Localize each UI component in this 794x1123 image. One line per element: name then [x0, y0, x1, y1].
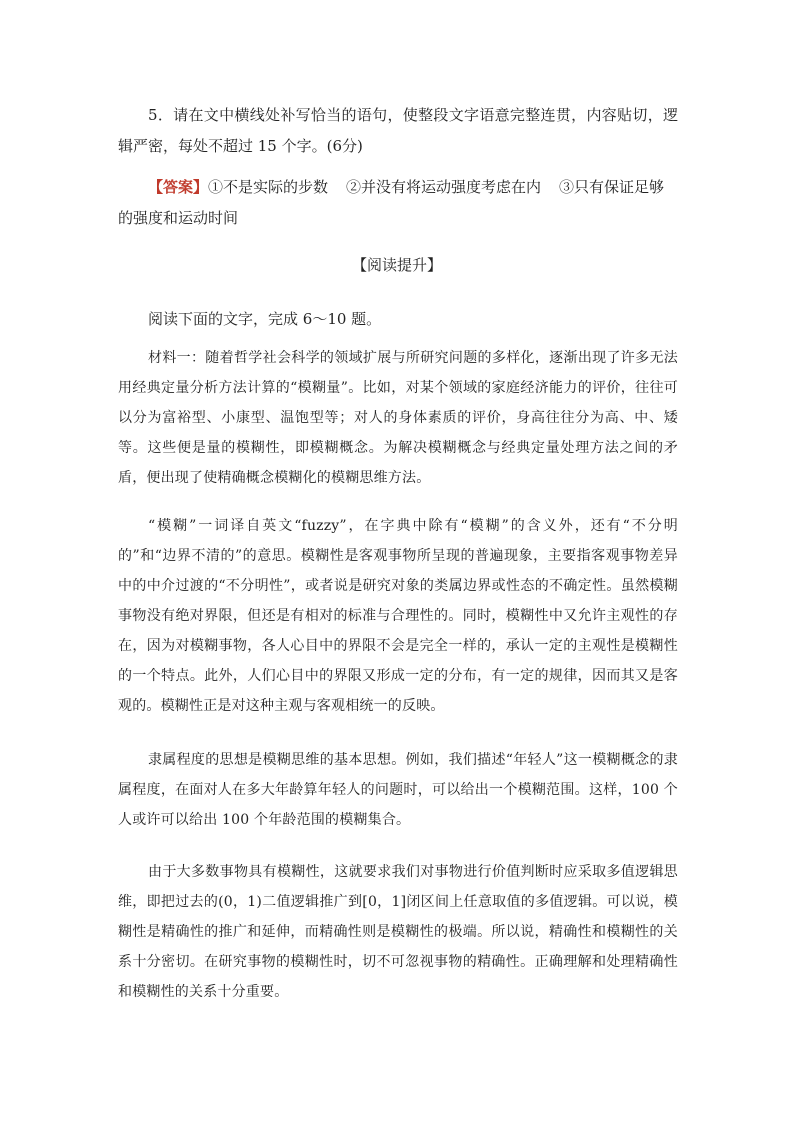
question-5 — [118, 100, 678, 162]
question-number: 5． — [148, 106, 174, 124]
question-text: 请在文中横线处补写恰当的语句，使整段文字语意完整连贯，内容贴切，逻辑严密，每处不超过 15 个字。(6分) — [118, 106, 678, 155]
answer-item-3: ③只有保证足够的强度和运动时间 — [118, 178, 665, 227]
paragraph-3: 隶属程度的思想是模糊思维的基本思想。例如，我们描述“年轻人”这一模糊概念的隶属程度，在面对人在多大年龄算年轻人的问题时，可以给出一个模糊范围。这样，100 个人或许可以给出 100 个年龄范围的模糊集合。 — [118, 752, 678, 828]
section-title: 【阅读提升】 — [351, 256, 442, 274]
reading-instructions: 阅读下面的文字，完成 6～10 题。 — [148, 310, 382, 328]
answer-item-1: ①不是实际的步数 — [208, 178, 329, 196]
answer — [118, 172, 678, 234]
paragraph-1: 材料一：随着哲学社会科学的领域扩展与所研究问题的多样化，逐渐出现了许多无法用经典定量分析方法计算的“模糊量”。比如，对某个领域的家庭经济能力的评价，往往可以分为富裕型、小康型、温饱型等；对人的身体素质的评价，身高往往分为高、中、矮等。这些便是量的模糊性，即模糊概念。为解决模糊概念与经典定量处理方法之间的矛盾，便出现了使精确概念模糊化的模糊思维方法。 — [118, 350, 678, 486]
paragraph-2: “模糊”一词译自英文“fuzzy”，在字典中除有“模糊”的含义外，还有“不分明的”和“边界不清的”的意思。模糊性是客观事物所呈现的普遍现象，主要指客观事物差异中的中介过渡的“不分明性”，或者说是研究对象的类属边界或性态的不确定性。虽然模糊事物没有绝对界限，但还是有相对的标准与合理性的。同时，模糊性中又允许主观性的存在，因为对模糊事物，各人心目中的界限不会是完全一样的，承认一定的主观性是模糊性的一个特点。此外，人们心目中的界限又形成一定的分布，有一定的规律，因而其又是客观的。模糊性正是对这种主观与客观相统一的反映。 — [118, 518, 678, 714]
answer-item-2: ②并没有将运动强度考虑在内 — [346, 178, 542, 196]
paragraph-4: 由于大多数事物具有模糊性，这就要求我们对事物进行价值判断时应采取多值逻辑思维，即把过去的(0，1)二值逻辑推广到[0，1]闭区间上任意取值的多值逻辑。可以说，模糊性是精确性的推广和延伸，而精确性则是模糊性的极端。所以说，精确性和模糊性的关系十分密切。在研究事物的模糊性时，切不可忽视事物的精确性。正确理解和处理精确性和模糊性的关系十分重要。 — [118, 864, 678, 1000]
answer-tag: 【答案】 — [148, 178, 209, 196]
